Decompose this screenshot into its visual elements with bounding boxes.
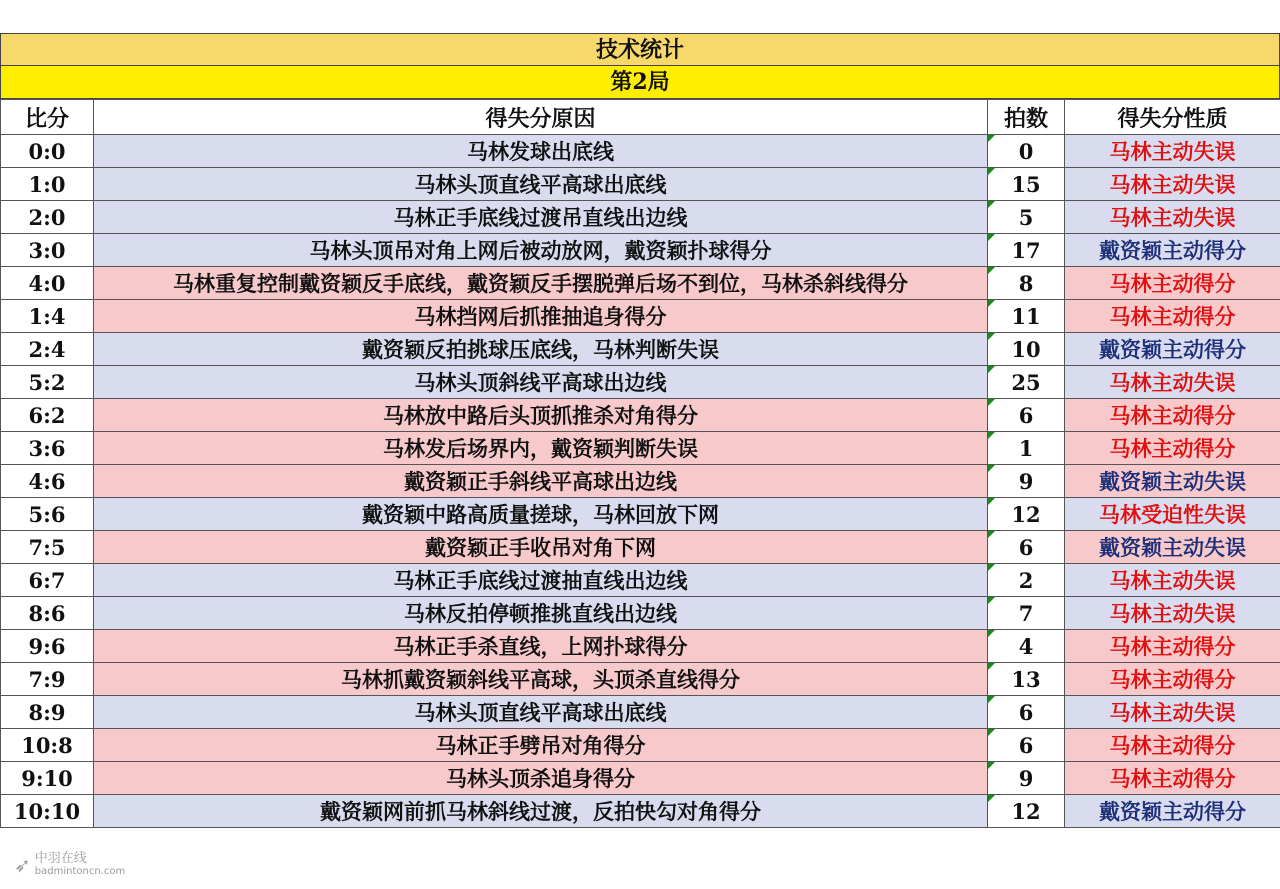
score-cell: 7:5 (1, 531, 94, 564)
score-cell: 0:0 (1, 135, 94, 168)
score-cell: 1:0 (1, 168, 94, 201)
table-row (1, 267, 1280, 300)
score-cell: 5:6 (1, 498, 94, 531)
reason-cell: 戴资颖网前抓马林斜线过渡，反拍快勾对角得分 (94, 795, 988, 828)
shots-cell: 10 (988, 333, 1065, 366)
reason-cell: 马林抓戴资颖斜线平高球，头顶杀直线得分 (94, 663, 988, 696)
shots-cell: 8 (988, 267, 1065, 300)
nature-cell: 戴资颖主动得分 (1065, 333, 1280, 366)
table-row (1, 168, 1280, 201)
score-cell: 2:0 (1, 201, 94, 234)
nature-cell: 马林主动失误 (1065, 597, 1280, 630)
table-row (1, 201, 1280, 234)
reason-cell: 戴资颖中路高质量搓球，马林回放下网 (94, 498, 988, 531)
score-cell: 1:4 (1, 300, 94, 333)
reason-cell: 马林正手劈吊对角得分 (94, 729, 988, 762)
nature-cell: 马林主动失误 (1065, 366, 1280, 399)
header-nature: 得失分性质 (1065, 100, 1280, 135)
header-score: 比分 (1, 100, 94, 135)
watermark-site-name: 中羽在线 (34, 851, 87, 866)
table-row (1, 432, 1280, 465)
table-row (1, 630, 1280, 663)
table-row (1, 663, 1280, 696)
reason-cell: 马林头顶斜线平高球出边线 (94, 366, 988, 399)
shots-cell: 9 (988, 762, 1065, 795)
table-row (1, 300, 1280, 333)
shots-cell: 6 (988, 399, 1065, 432)
reason-cell: 马林正手底线过渡吊直线出边线 (94, 201, 988, 234)
nature-cell: 戴资颖主动得分 (1065, 795, 1280, 828)
score-cell: 6:7 (1, 564, 94, 597)
table-row (1, 333, 1280, 366)
reason-cell: 马林重复控制戴资颖反手底线，戴资颖反手摆脱弹后场不到位，马林杀斜线得分 (94, 267, 988, 300)
score-cell: 9:10 (1, 762, 94, 795)
nature-cell: 戴资颖主动失误 (1065, 465, 1280, 498)
table-row (1, 597, 1280, 630)
reason-cell: 戴资颖正手收吊对角下网 (94, 531, 988, 564)
nature-cell: 马林主动得分 (1065, 399, 1280, 432)
shots-cell: 15 (988, 168, 1065, 201)
shots-cell: 2 (988, 564, 1065, 597)
score-cell: 4:6 (1, 465, 94, 498)
reason-cell: 马林放中路后头顶抓推杀对角得分 (94, 399, 988, 432)
reason-cell: 马林正手杀直线，上网扑球得分 (94, 630, 988, 663)
score-cell: 2:4 (1, 333, 94, 366)
shots-cell: 9 (988, 465, 1065, 498)
table-row (1, 366, 1280, 399)
score-cell: 3:6 (1, 432, 94, 465)
shots-cell: 11 (988, 300, 1065, 333)
nature-cell: 马林主动得分 (1065, 432, 1280, 465)
shots-cell: 6 (988, 531, 1065, 564)
reason-cell: 马林发球出底线 (94, 135, 988, 168)
shots-cell: 7 (988, 597, 1065, 630)
shots-cell: 13 (988, 663, 1065, 696)
nature-cell: 戴资颖主动得分 (1065, 234, 1280, 267)
score-cell: 10:8 (1, 729, 94, 762)
header-shots: 拍数 (988, 100, 1065, 135)
nature-cell: 马林主动得分 (1065, 300, 1280, 333)
nature-cell: 马林主动得分 (1065, 762, 1280, 795)
score-cell: 3:0 (1, 234, 94, 267)
table-row (1, 729, 1280, 762)
shots-cell: 12 (988, 498, 1065, 531)
table-body (1, 135, 1280, 828)
watermark (14, 852, 125, 878)
header-row (1, 100, 1280, 135)
shots-cell: 1 (988, 432, 1065, 465)
sheet-title: 技术统计 (0, 33, 1280, 66)
nature-cell: 马林主动得分 (1065, 630, 1280, 663)
round-label: 第2局 (0, 66, 1280, 99)
shots-cell: 17 (988, 234, 1065, 267)
reason-cell: 马林挡网后抓推抽追身得分 (94, 300, 988, 333)
shuttlecock-icon: ➶ (14, 853, 31, 877)
reason-cell: 马林头顶直线平高球出底线 (94, 696, 988, 729)
nature-cell: 马林主动得分 (1065, 663, 1280, 696)
reason-cell: 马林头顶杀追身得分 (94, 762, 988, 795)
reason-cell: 戴资颖正手斜线平高球出边线 (94, 465, 988, 498)
table-row (1, 399, 1280, 432)
shots-cell: 6 (988, 729, 1065, 762)
shots-cell: 6 (988, 696, 1065, 729)
score-cell: 9:6 (1, 630, 94, 663)
table-row (1, 531, 1280, 564)
shots-cell: 5 (988, 201, 1065, 234)
table-row (1, 762, 1280, 795)
nature-cell: 马林主动失误 (1065, 696, 1280, 729)
table-row (1, 234, 1280, 267)
score-cell: 5:2 (1, 366, 94, 399)
stats-sheet (0, 33, 1280, 828)
score-cell: 8:9 (1, 696, 94, 729)
nature-cell: 马林主动失误 (1065, 201, 1280, 234)
shots-cell: 12 (988, 795, 1065, 828)
watermark-site-url: badmintoncn.com (34, 866, 126, 877)
shots-cell: 0 (988, 135, 1065, 168)
score-cell: 6:2 (1, 399, 94, 432)
score-cell: 8:6 (1, 597, 94, 630)
table-row (1, 696, 1280, 729)
score-cell: 10:10 (1, 795, 94, 828)
score-cell: 7:9 (1, 663, 94, 696)
nature-cell: 马林主动得分 (1065, 729, 1280, 762)
table-row (1, 465, 1280, 498)
reason-cell: 马林反拍停顿推挑直线出边线 (94, 597, 988, 630)
stats-table (0, 99, 1280, 828)
nature-cell: 马林受迫性失误 (1065, 498, 1280, 531)
reason-cell: 马林头顶直线平高球出底线 (94, 168, 988, 201)
table-row (1, 795, 1280, 828)
table-row (1, 135, 1280, 168)
nature-cell: 戴资颖主动失误 (1065, 531, 1280, 564)
nature-cell: 马林主动失误 (1065, 168, 1280, 201)
nature-cell: 马林主动得分 (1065, 267, 1280, 300)
shots-cell: 25 (988, 366, 1065, 399)
reason-cell: 戴资颖反拍挑球压底线，马林判断失误 (94, 333, 988, 366)
nature-cell: 马林主动失误 (1065, 564, 1280, 597)
reason-cell: 马林头顶吊对角上网后被动放网，戴资颖扑球得分 (94, 234, 988, 267)
reason-cell: 马林正手底线过渡抽直线出边线 (94, 564, 988, 597)
score-cell: 4:0 (1, 267, 94, 300)
nature-cell: 马林主动失误 (1065, 135, 1280, 168)
table-row (1, 564, 1280, 597)
table-row (1, 498, 1280, 531)
header-reason: 得失分原因 (94, 100, 988, 135)
reason-cell: 马林发后场界内，戴资颖判断失误 (94, 432, 988, 465)
shots-cell: 4 (988, 630, 1065, 663)
